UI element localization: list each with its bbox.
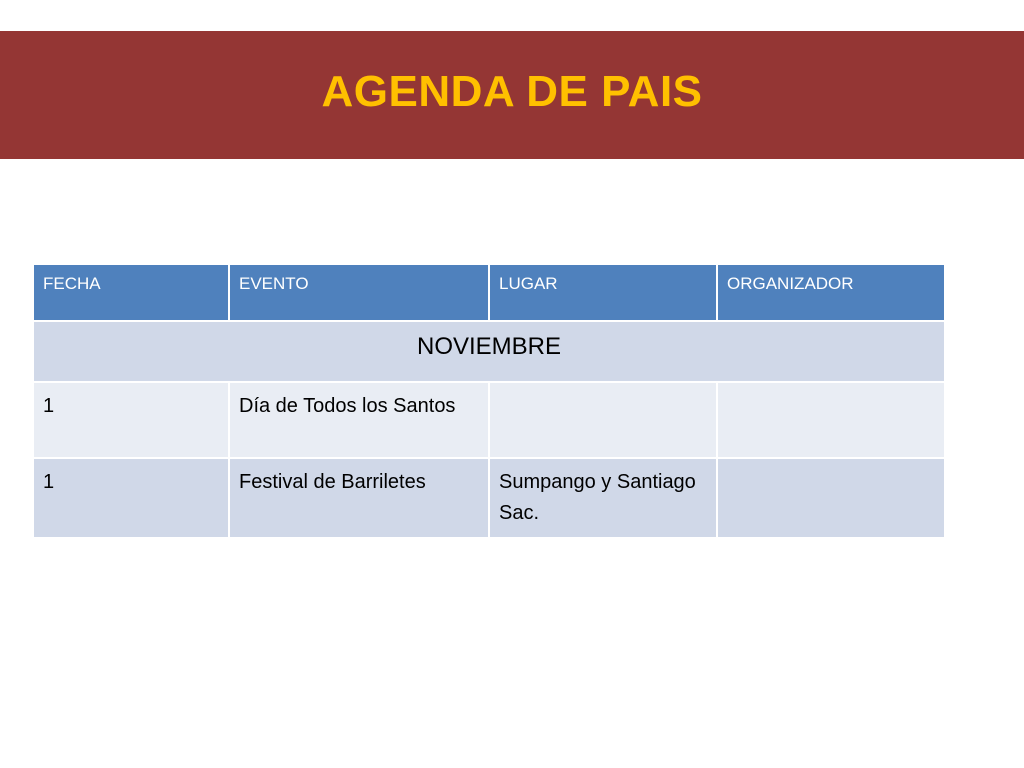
cell-evento: Día de Todos los Santos: [229, 382, 489, 458]
title-band: [0, 31, 1024, 159]
cell-lugar: Sumpango y Santiago Sac.: [489, 458, 717, 538]
cell-organizador: [717, 458, 945, 538]
cell-fecha: 1: [33, 382, 229, 458]
cell-organizador: [717, 382, 945, 458]
month-label: NOVIEMBRE: [33, 321, 945, 382]
cell-lugar: [489, 382, 717, 458]
table-row: [33, 458, 945, 538]
agenda-table: [32, 263, 946, 539]
table-row: [33, 382, 945, 458]
header-organizador: ORGANIZADOR: [717, 264, 945, 321]
header-evento: EVENTO: [229, 264, 489, 321]
month-row: [33, 321, 945, 382]
slide-title: AGENDA DE PAIS: [321, 67, 703, 116]
cell-evento: Festival de Barriletes: [229, 458, 489, 538]
header-lugar: LUGAR: [489, 264, 717, 321]
cell-fecha: 1: [33, 458, 229, 538]
table-header-row: [33, 264, 945, 321]
header-fecha: FECHA: [33, 264, 229, 321]
